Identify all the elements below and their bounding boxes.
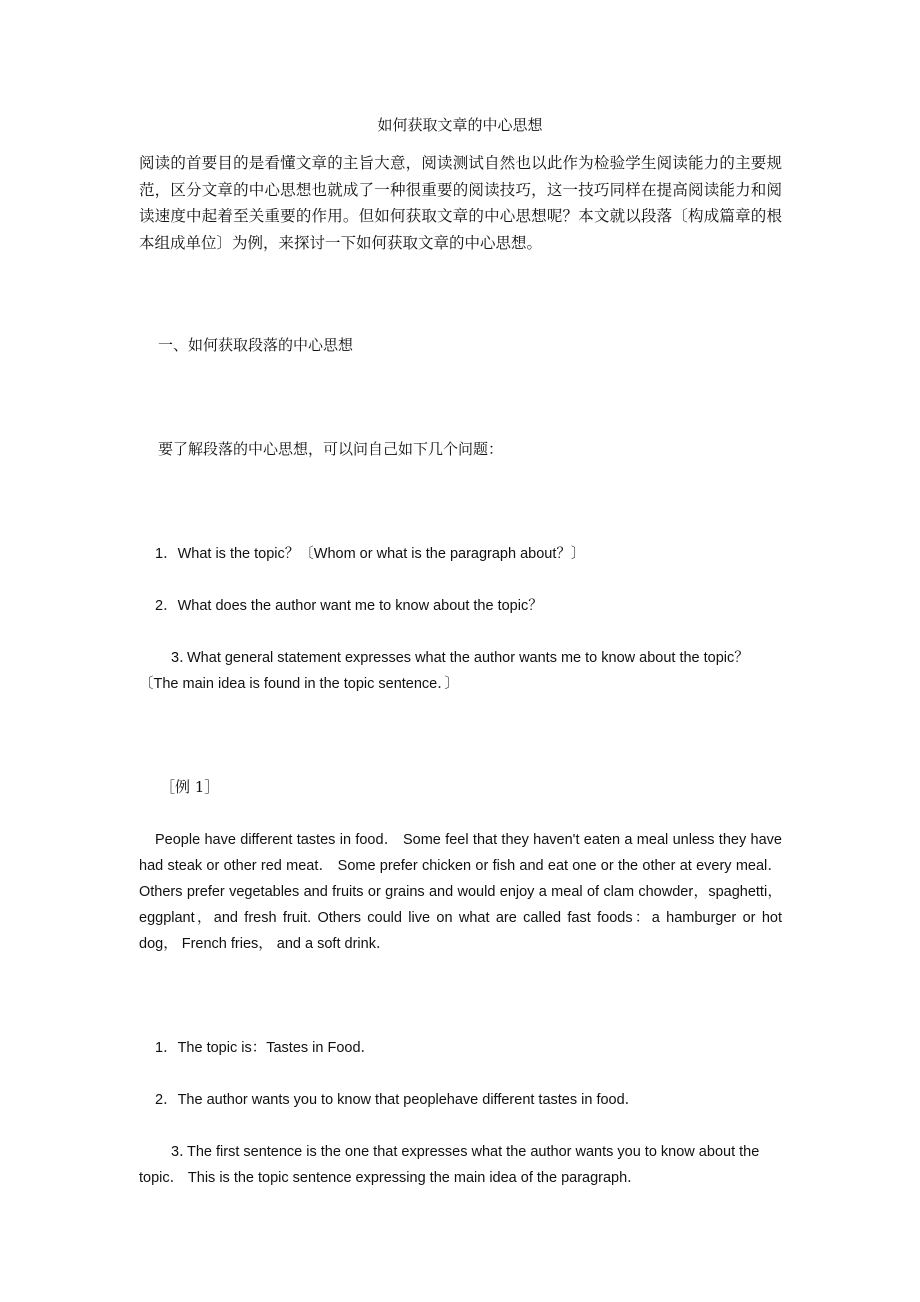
answer-number: 3． bbox=[171, 1144, 194, 1160]
question-item-1 bbox=[155, 541, 585, 567]
question-text: What does the author want me to know about the topic？ bbox=[177, 598, 543, 614]
answer-item-3 bbox=[139, 1139, 782, 1191]
answer-text: The author wants you to know that peoplehave different tastes in food． bbox=[177, 1092, 640, 1108]
example-passage: People have different tastes in food． Some feel that they haven't eaten a meal unless they have had steak or other red meat． Some prefer chicken or fish and eat one or the other at every meal． Others prefer vegetables and fruits or grains and would enjoy a meal of clam chowder，spaghetti，eggplant，and fresh fruit. Others could live on what are called fast foods：a hamburger or hot dog， French fries， and a soft drink． bbox=[139, 832, 782, 952]
question-number: 1． bbox=[155, 546, 178, 562]
answer-item-1 bbox=[155, 1035, 375, 1061]
question-text: What is the topic？〔Whom or what is the paragraph about？〕 bbox=[177, 546, 586, 562]
question-item-3 bbox=[139, 645, 782, 697]
answer-number: 1． bbox=[155, 1040, 178, 1056]
section-lead: 要了解段落的中心思想，可以问自己如下几个问题： bbox=[158, 440, 504, 458]
question-text: What general statement expresses what the author wants me to know about the topic？〔The main idea is found in the topic sentence．〕 bbox=[139, 650, 749, 692]
answer-item-2 bbox=[155, 1087, 639, 1113]
question-number: 2． bbox=[155, 598, 178, 614]
answer-number: 2． bbox=[155, 1092, 178, 1108]
question-number: 3． bbox=[171, 650, 194, 666]
example-label: ［例 1］ bbox=[160, 778, 220, 796]
answer-text: The topic is：Tastes in Food． bbox=[177, 1040, 376, 1056]
question-item-2 bbox=[155, 593, 543, 619]
document-title: 如何获取文章的中心思想 bbox=[377, 116, 543, 134]
section-heading: 一、如何获取段落的中心思想 bbox=[158, 336, 354, 354]
answer-text: The first sentence is the one that expresses what the author wants you to know about the topic． This is the topic sentence expressing the main idea of the paragraph． bbox=[139, 1144, 760, 1186]
intro-paragraph: 阅读的首要目的是看懂文章的主旨大意，阅读测试自然也以此作为检验学生阅读能力的主要规范，区分文章的中心思想也就成了一种很重要的阅读技巧，这一技巧同样在提高阅读能力和阅读速度中起着至关重要的作用。但如何获取文章的中心思想呢？本文就以段落〔构成篇章的根本组成单位〕为例，来探讨一下如何获取文章的中心思想。 bbox=[139, 154, 782, 252]
